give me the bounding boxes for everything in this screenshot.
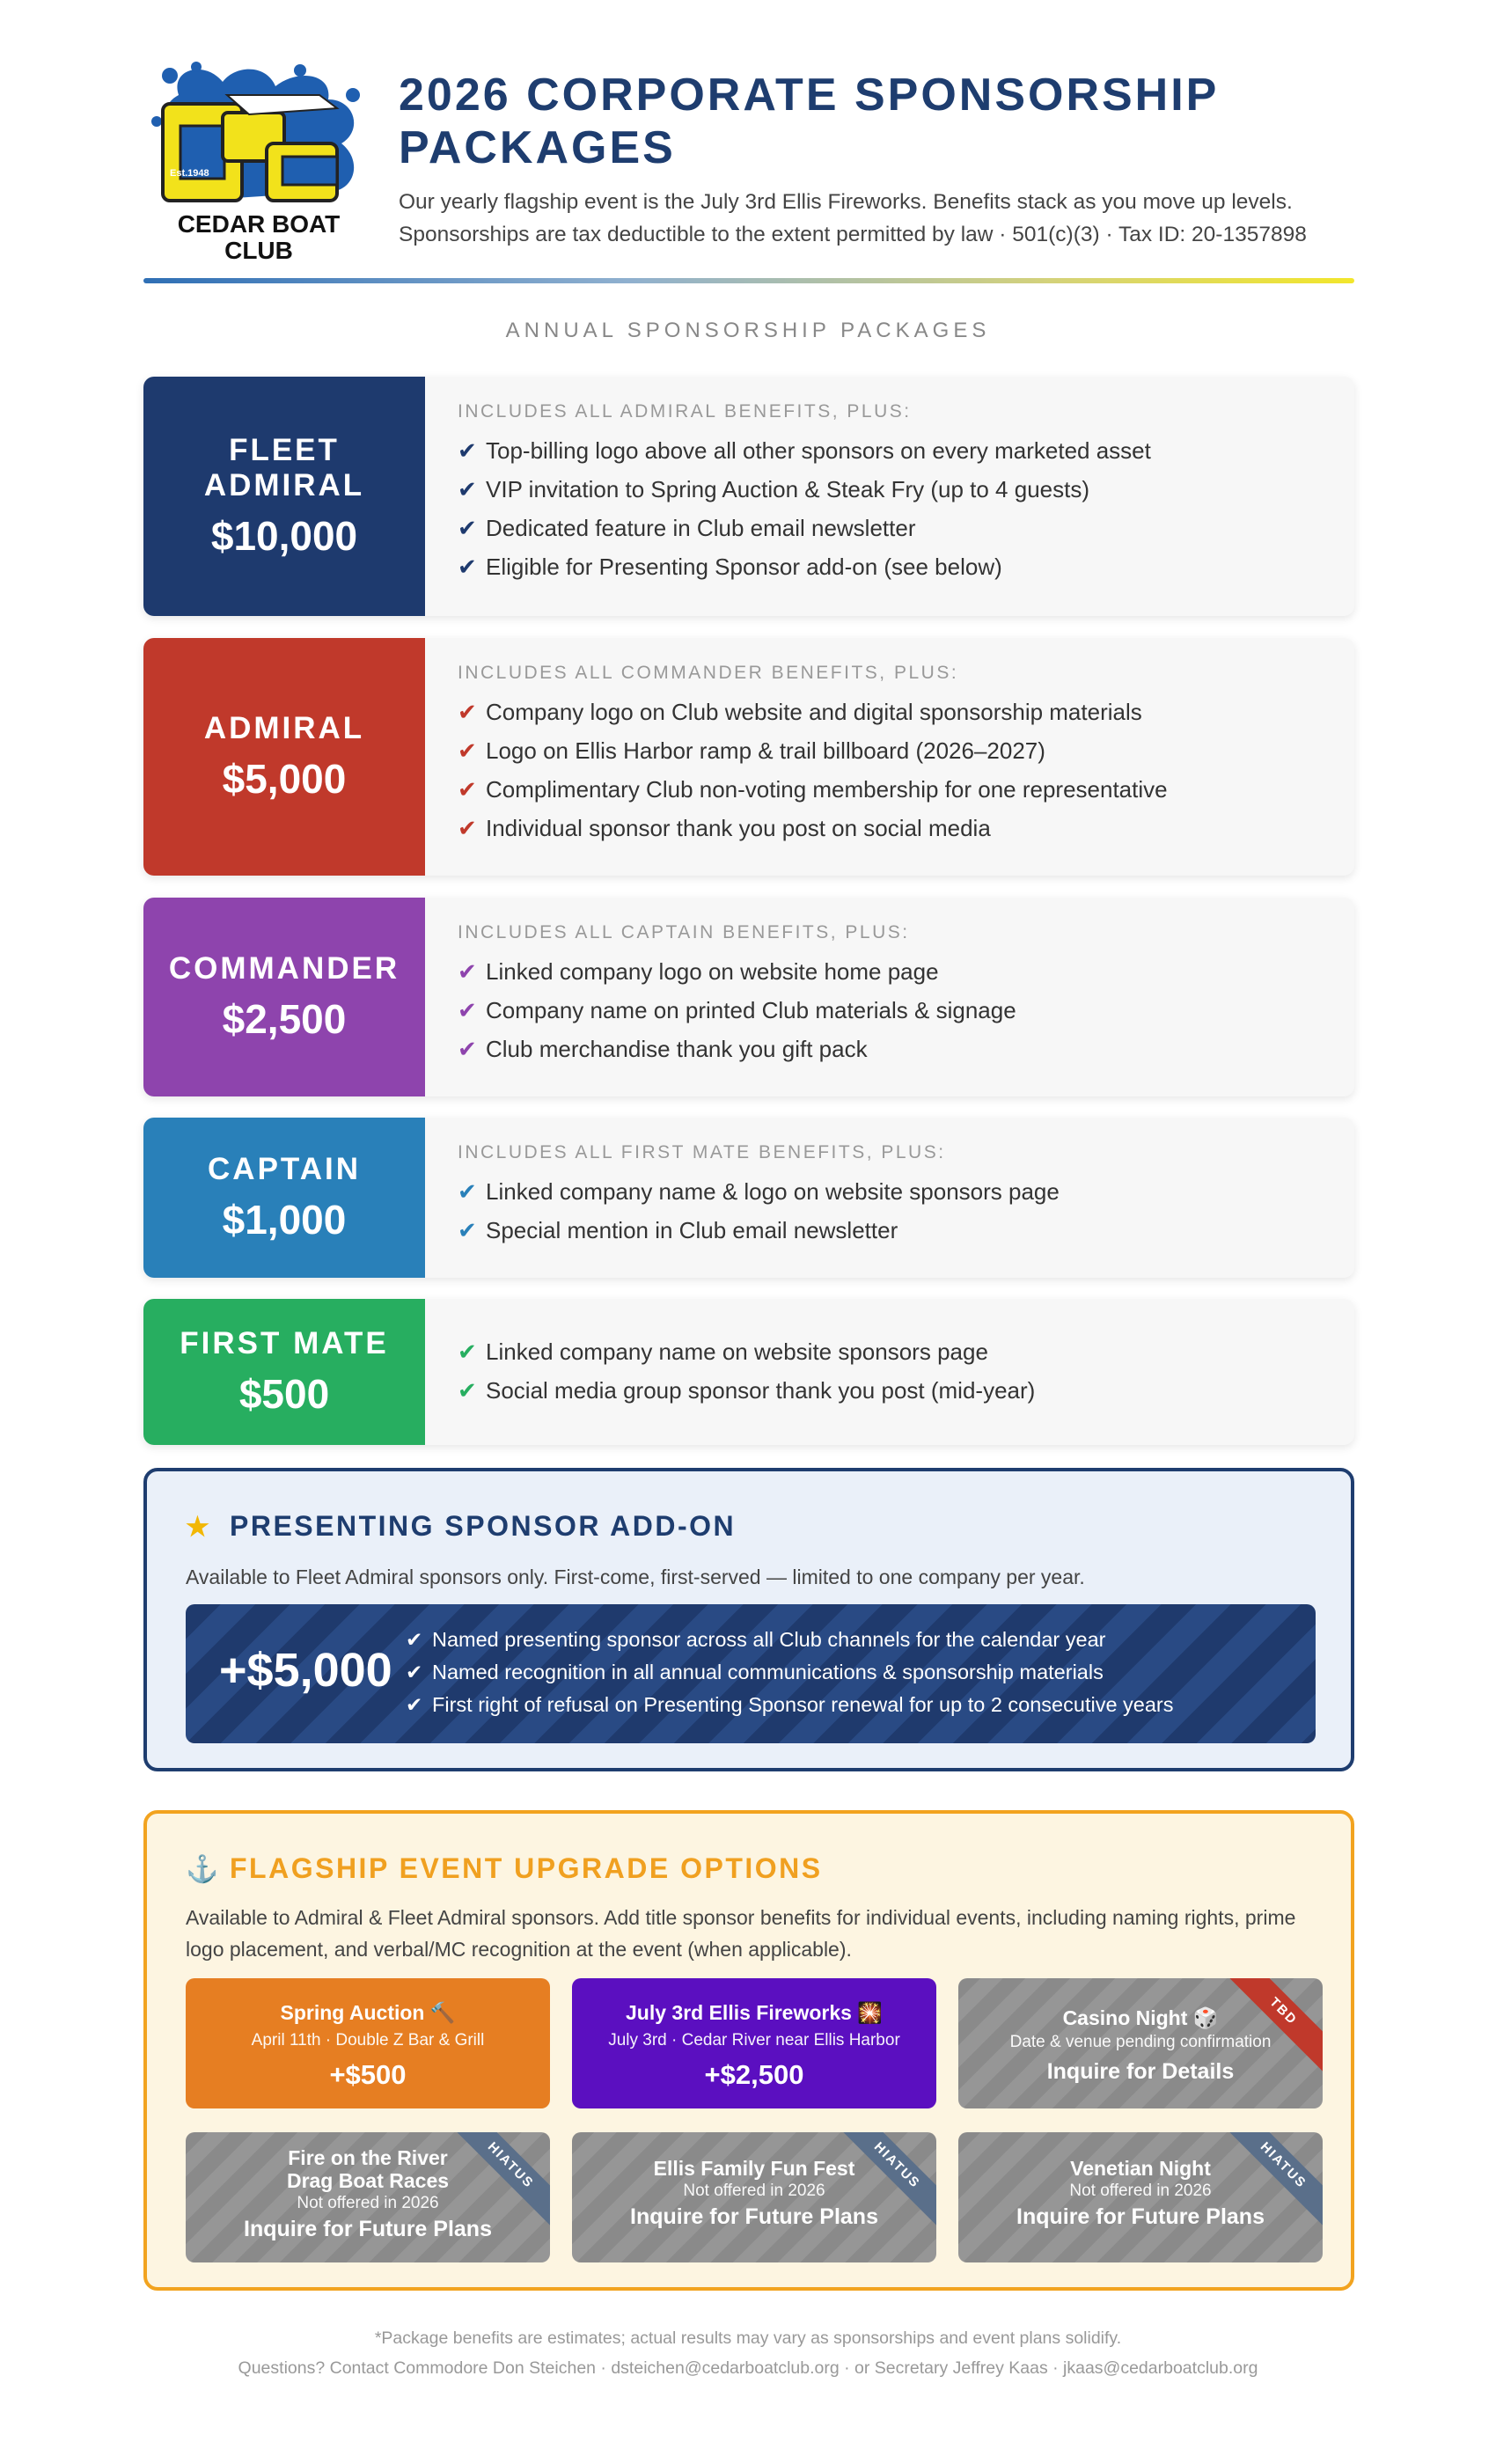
status-ribbon: HIATUS [448,2132,550,2228]
tier-price: $10,000 [210,513,358,559]
tier-benefits: INCLUDES ALL CAPTAIN BENEFITS, PLUS: ✔ Linked company logo on website home page ✔ Company name on printed Club materials & signage ✔ Club merchandise thank you gift pack [458,898,1337,1096]
check-icon: ✔ [458,1377,477,1404]
intro-text: Our yearly flagship event is the July 3rd Ellis Fireworks. Benefits stack as you move up levels. Sponsorships are tax deductible to the extent permitted by law · 501(c)(3) · Tax ID: 20-1357898 [399,190,1307,246]
tier-price: $5,000 [222,756,347,802]
event-card-family-fun-fest: Ellis Family Fun Fest Not offered in 2026 Inquire for Future Plans HIATUS [572,2132,936,2262]
upgrades-subtitle: Available to Admiral & Fleet Admiral sponsors. Add title sponsor benefits for individual events, including naming rights, prime logo placement, and verbal/MC recognition at the event (when applicable). [186,1906,1296,1961]
check-icon: ✔ [458,1217,477,1243]
event-price: +$2,500 [704,2059,804,2090]
presenting-subtitle: Available to Fleet Admiral sponsors only. First-come, first-served — limited to one company per year. [186,1566,1085,1588]
logo-est: Est.1948 [170,168,209,179]
benefit-item: ✔ Named presenting sponsor across all Club channels for the calendar year [406,1624,1174,1656]
check-icon: ✔ [458,699,477,725]
event-upgrades-box [143,1810,1354,2291]
check-icon: ✔ [458,1036,477,1062]
benefit-item: ✔ First right of refusal on Presenting Sponsor renewal for up to 2 consecutive years [406,1689,1174,1721]
presenting-sponsor-box [143,1468,1354,1771]
tier-header: FIRST MATE $500 [143,1299,425,1445]
tier-benefits: INCLUDES ALL ADMIRAL BENEFITS, PLUS: ✔ Top-billing logo above all other sponsors on every marketed asset ✔ VIP invitation to Spring Auction & Steak Fry (up to 4 guests) ✔ Dedicated feature in Club email newsletter ✔ Eligible for Presenting Sponsor add-on (see below) [458,377,1337,616]
check-icon: ✔ [458,554,477,580]
check-icon: ✔ [406,1693,423,1716]
tier-benefits: INCLUDES ALL FIRST MATE BENEFITS, PLUS: ✔ Linked company name & logo on website sponsors page ✔ Special mention in Club email newsletter [458,1118,1337,1278]
benefit-item: ✔ Social media group sponsor thank you post (mid-year) [458,1371,1337,1410]
benefit-item: ✔ Company name on printed Club materials & signage [458,991,1337,1030]
benefit-item: ✔ Named recognition in all annual communications & sponsorship materials [406,1656,1174,1689]
check-icon: ✔ [458,776,477,803]
tier-header: CAPTAIN $1,000 [143,1118,425,1278]
header-divider [143,278,1354,283]
page-title: 2026 CORPORATE SPONSORSHIP PACKAGES [399,70,1220,173]
check-icon: ✔ [458,437,477,464]
benefit-item: ✔ Complimentary Club non-voting membership for one representative [458,770,1337,809]
status-ribbon: HIATUS [834,2132,936,2228]
tier-commander [143,898,1354,1096]
event-action: Inquire for Future Plans [1016,2204,1265,2229]
status-ribbon: HIATUS [1221,2132,1323,2228]
benefit-item: ✔ Eligible for Presenting Sponsor add-on (see below) [458,547,1337,586]
benefit-item: ✔ Linked company name on website sponsors page [458,1332,1337,1371]
event-action: Inquire for Future Plans [244,2217,492,2241]
event-card-drag-boat-races: Fire on the River Drag Boat Races Not offered in 2026 Inquire for Future Plans HIATUS [186,2132,550,2262]
presenting-title: ★ PRESENTING SPONSOR ADD-ON [186,1510,737,1542]
tier-benefits [458,1299,1337,1445]
event-card-spring-auction: Spring Auction 🔨 April 11th · Double Z Bar & Grill +$500 [186,1978,550,2108]
tier-price: $1,000 [222,1197,347,1243]
event-action: Inquire for Details [1046,2059,1235,2084]
logo-name-line2: CLUB [224,237,293,264]
logo-name-line1: CEDAR BOAT [177,210,341,238]
presenting-price: +$5,000 [219,1644,392,1697]
tier-price: $2,500 [222,996,347,1042]
benefit-item: ✔ Logo on Ellis Harbor ramp & trail billboard (2026–2027) [458,731,1337,770]
tier-captain [143,1118,1354,1278]
status-ribbon: TBD [1221,1978,1323,2074]
benefit-item: ✔ Individual sponsor thank you post on social media [458,809,1337,847]
tier-first-mate [143,1299,1354,1445]
upgrades-title: ⚓ FLAGSHIP EVENT UPGRADE OPTIONS [186,1852,823,1884]
benefit-item: ✔ Linked company name & logo on website sponsors page [458,1172,1337,1211]
benefit-item: ✔ Special mention in Club email newsletter [458,1211,1337,1250]
star-icon: ★ [186,1513,212,1542]
event-card-july-fireworks: July 3rd Ellis Fireworks 🎇 July 3rd · Cedar River near Ellis Harbor +$2,500 [572,1978,936,2108]
event-action: Inquire for Future Plans [630,2204,878,2229]
footer-contact: Questions? Contact Commodore Don Steichen · dsteichen@cedarboatclub.org · or Secretary Jeffrey Kaas · jkaas@cedarboatclub.org [238,2358,1258,2378]
event-card-venetian-night: Venetian Night Not offered in 2026 Inquire for Future Plans HIATUS [958,2132,1323,2262]
section-label: ANNUAL SPONSORSHIP PACKAGES [505,319,991,342]
tier-header: ADMIRAL $5,000 [143,638,425,876]
benefit-item: ✔ Dedicated feature in Club email newsletter [458,509,1337,547]
check-icon: ✔ [458,815,477,841]
check-icon: ✔ [406,1661,423,1683]
presenting-benefits [406,1624,1174,1721]
check-icon: ✔ [458,515,477,541]
footer-disclaimer: *Package benefits are estimates; actual results may vary as sponsorships and event plans solidify. [374,2328,1122,2348]
page-header [143,60,1354,282]
check-icon: ✔ [458,476,477,502]
check-icon: ✔ [406,1628,423,1651]
benefit-item: ✔ VIP invitation to Spring Auction & Steak Fry (up to 4 guests) [458,470,1337,509]
benefit-item: ✔ Club merchandise thank you gift pack [458,1030,1337,1068]
tier-admiral [143,638,1354,876]
tier-price: $500 [238,1371,330,1417]
anchor-icon: ⚓ [186,1855,221,1884]
benefit-item: ✔ Top-billing logo above all other sponsors on every marketed asset [458,431,1337,470]
check-icon: ✔ [458,997,477,1023]
benefit-item: ✔ Linked company logo on website home page [458,952,1337,991]
tier-header: COMMANDER $2,500 [143,898,425,1096]
benefit-item: ✔ Company logo on Club website and digital sponsorship materials [458,693,1337,731]
presenting-banner [186,1604,1316,1743]
tier-benefits: INCLUDES ALL COMMANDER BENEFITS, PLUS: ✔ Company logo on Club website and digital sponsorship materials ✔ Logo on Ellis Harbor ramp & trail billboard (2026–2027) ✔ Complimentary Club non-voting membership for one representative ✔ Individual sponsor thank you post on social media [458,638,1337,876]
check-icon: ✔ [458,1178,477,1205]
club-logo [143,60,374,271]
check-icon: ✔ [458,1338,477,1365]
event-card-casino-night: Casino Night 🎲 Date & venue pending confirmation Inquire for Details TBD [958,1978,1323,2108]
event-price: +$500 [329,2059,407,2090]
check-icon: ✔ [458,737,477,764]
tier-fleet-admiral [143,377,1354,616]
tier-header: FLEET ADMIRAL $10,000 [143,377,425,616]
check-icon: ✔ [458,958,477,985]
